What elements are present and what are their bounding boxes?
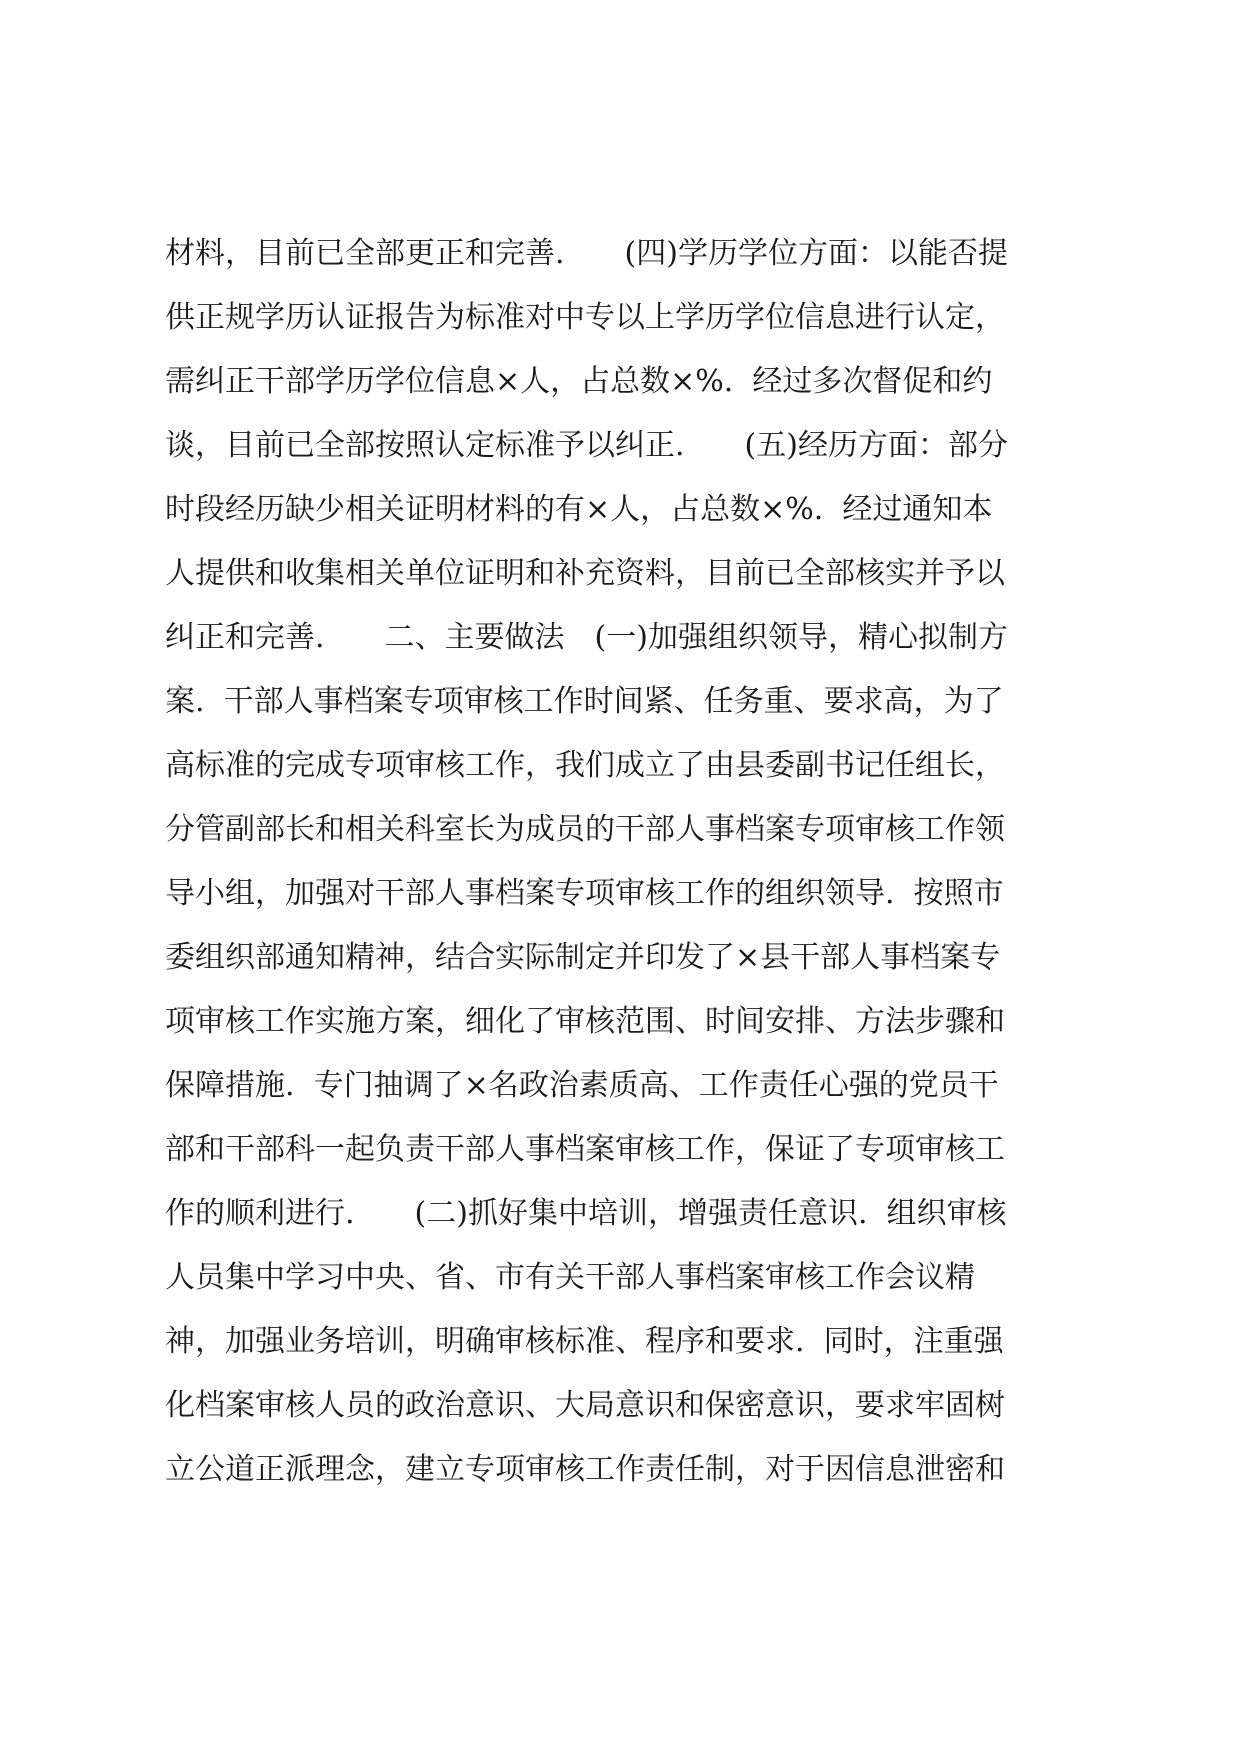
text-line: 分管副部长和相关科室长为成员的干部人事档案专项审核工作领: [165, 812, 1005, 847]
text-line: 材料，目前已全部更正和完善. (四)学历学位方面：以能否提: [165, 236, 1008, 271]
text-line: 立公道正派理念，建立专项审核工作责任制，对于因信息泄密和: [165, 1452, 1005, 1487]
text-line: 神，加强业务培训，明确审核标准、程序和要求. 同时，注重强: [165, 1324, 1004, 1359]
body-text: [165, 222, 1085, 1502]
text-line: 导小组，加强对干部人事档案专项审核工作的组织领导. 按照市: [165, 876, 1004, 911]
text-line: 需纠正干部学历学位信息×人，占总数×%. 经过多次督促和约: [165, 364, 993, 399]
text-line: 高标准的完成专项审核工作，我们成立了由县委副书记任组长，: [165, 748, 1005, 783]
text-line: 时段经历缺少相关证明材料的有×人，占总数×%. 经过通知本: [165, 492, 993, 527]
text-line: 人提供和收集相关单位证明和补充资料，目前已全部核实并予以: [165, 556, 1005, 591]
text-line: 委组织部通知精神，结合实际制定并印发了×县干部人事档案专: [165, 940, 1001, 975]
text-line: 谈，目前已全部按照认定标准予以纠正. (五)经历方面：部分: [165, 428, 1008, 463]
text-line: 化档案审核人员的政治意识、大局意识和保密意识，要求牢固树: [165, 1388, 1005, 1423]
text-line: 部和干部科一起负责干部人事档案审核工作，保证了专项审核工: [165, 1132, 1005, 1167]
text-line: 纠正和完善. 二、主要做法 (一)加强组织领导，精心拟制方: [165, 620, 1008, 655]
text-line: 案. 干部人事档案专项审核工作时间紧、任务重、要求高，为了: [165, 684, 1004, 719]
text-line: 作的顺利进行. (二)抓好集中培训，增强责任意识. 组织审核: [165, 1196, 1007, 1231]
text-line: 人员集中学习中央、省、市有关干部人事档案审核工作会议精: [165, 1260, 975, 1295]
text-line: 保障措施. 专门抽调了×名政治素质高、工作责任心强的党员干: [165, 1068, 999, 1103]
text-line: 供正规学历认证报告为标准对中专以上学历学位信息进行认定，: [165, 300, 1005, 335]
text-line: 项审核工作实施方案，细化了审核范围、时间安排、方法步骤和: [165, 1004, 1005, 1039]
